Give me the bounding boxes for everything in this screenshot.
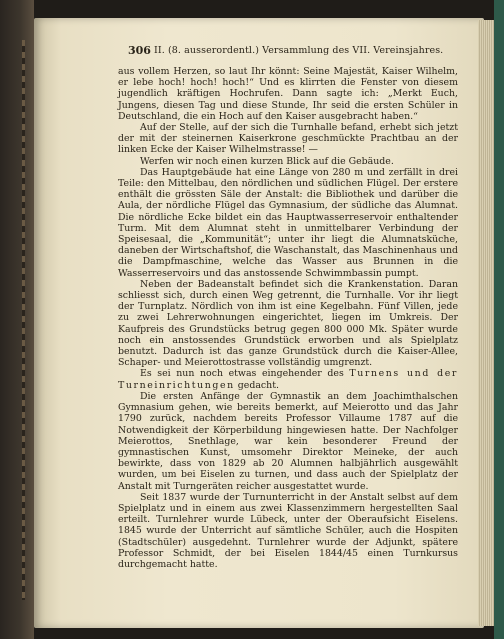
paragraph — [118, 167, 458, 279]
paragraph — [118, 279, 458, 369]
page-number: 306 — [128, 44, 151, 57]
paragraph-text: Die ersten Anfänge der Gymnastik an dem Joachimthalschen Gymnasium gehen, wie bereits bemerkt, auf Meierotto und das Jahr 1790 zurück, nachdem bereits Professor Villaume 1787 auf die Notwendigkeit der Körperbildung hingewiesen hatte. Der Nachfolger Meierottos, Snethlage, war kein besonderer Freund der gymnastischen Kunst, umsomehr Direktor Meineke, der auch bewirkte, dass von 1829 ab 20 Alumnen halbjährlich ausgewählt wurden, um bei Eiselen zu turnen, und dass auch der Spielplatz der Anstalt mit Turngeräten reicher ausgestattet wurde. — [118, 390, 458, 492]
paragraph-text: Auf der Stelle, auf der sich die Turnhalle befand, erhebt sich jetzt der mit der steinernen Kaiserkrone geschmückte Prachtbau an der linken Ecke der Kaiser Wilhelmstrasse! — — [118, 122, 458, 156]
paragraph-text: Das Hauptgebäude hat eine Länge von 280 m und zerfällt in drei Teile: den Mittelbau, den nördlichen und südlichen Flügel. Der erstere enthält die grössten Säle der Anstalt: die Bibliothek und darüber die Aula, der nördliche Flügel das Gymnasium, der südliche das Alumnat. Die nördliche Ecke bildet ein das Hauptwasserreservoir enthaltender Turm. Mit dem Alumnat steht in unmittelbarer Verbindung der Speisesaal, die „Kommunität“; unter ihr liegt die Alumnatsküche, daneben der Wirtschaftshof, die Waschanstalt, das Maschinenhaus und die Dampfmaschine, welche das Wasser aus Brunnen in die Wasserreservoirs und das anstossende Schwimmbassin pumpt. — [118, 166, 458, 279]
page-header — [94, 44, 464, 60]
running-head: II. (8. ausserordentl.) Versammlung des VII. Vereinsjahres. — [154, 45, 444, 56]
paragraph — [118, 391, 458, 492]
paragraph — [118, 66, 458, 122]
paragraph-text: gedacht. — [234, 379, 279, 391]
paragraph-text: Werfen wir noch einen kurzen Blick auf die Gebäude. — [140, 155, 394, 167]
body-text — [118, 66, 458, 570]
paragraph — [118, 122, 458, 156]
paragraph — [118, 368, 458, 390]
paragraph-text: Es sei nun noch etwas eingehender des — [140, 368, 350, 380]
paragraph-text: aus vollem Herzen, so laut Ihr könnt: Seine Majestät, Kaiser Wilhelm, er lebe hoch! hoch! hoch!“ Und es klirrten die Fenster von diesem jugendlich kräftigen Hochrufen. Dann sagte ich: „Merkt Euch, Jungens, diesen Tag und diese Stunde, Ihr seid die ersten Schüler in Deutschland, die ein Hoch auf den Kaiser ausgebracht haben.“ — [118, 66, 458, 122]
page-edges — [478, 20, 494, 626]
paragraph-text: Neben der Badeanstalt befindet sich die Krankenstation. Daran schliesst sich, durch einen Weg getrennt, die Turnhalle. Vor ihr liegt der Turnplatz. Nördlich von ihm ist eine Kegelbahn. Fünf Villen, jede zu zwei Lehrerwohnungen eingerichtet, liegen im Umkreis. Der Kaufpreis des Grundstücks betrug gegen 800 000 Mk. Später wurde noch ein anstossendes Grundstück erworben und als Spielplatz benutzt. Dadurch ist das ganze Grundstück durch die Kaiser-Allee, Schaper- und Meierottostrasse vollständig umgrenzt. — [118, 278, 458, 369]
paragraph-text: Seit 1837 wurde der Turnunterricht in der Anstalt selbst auf dem Spielplatz und in einem aus zwei Klassenzimmern hergestellten Saal erteilt. Turnlehrer wurde Lübeck, unter der Oberaufsicht Eiselens. 1845 wurde der Unterricht auf sämtliche Schüler, auch die Hospiten (Stadtschüler) ausgedehnt. Turnlehrer wurde der Adjunkt, spätere Professor Schmidt, der bei Eiselen 1844/45 einen Turnkursus durchgemacht hatte. — [118, 491, 458, 570]
book-spine — [0, 0, 34, 639]
binding-stitch — [22, 40, 25, 600]
paragraph — [118, 492, 458, 570]
cover-edge — [494, 0, 504, 639]
spaced-emphasis: Turnens und der Turneinrichtungen — [118, 368, 458, 391]
paragraph — [118, 156, 458, 167]
